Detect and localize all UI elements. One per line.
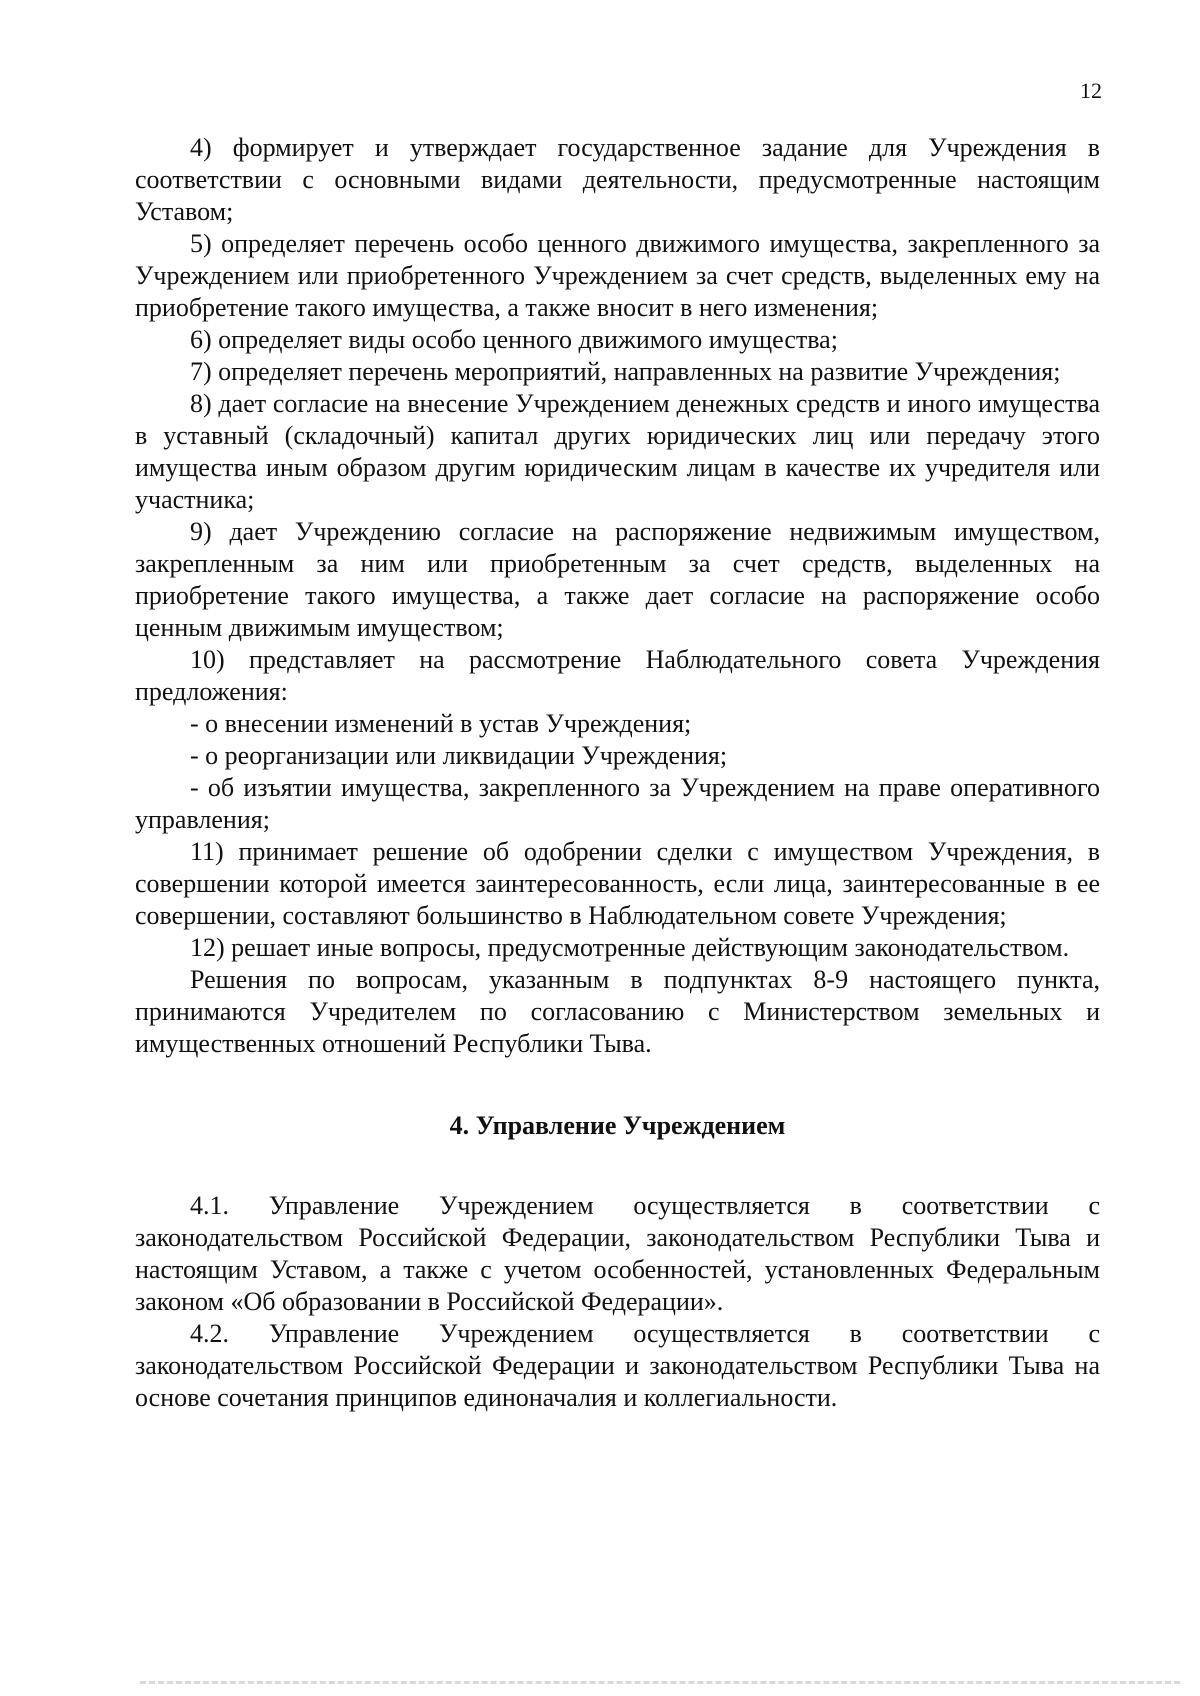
list-item: - о внесении изменений в устав Учреждения; <box>190 709 692 738</box>
list-item: 11) принимает решение об одобрении сделки с имуществом Учреждения, в совершении которой имеется заинтересованность, если лица, заинтересованные в ее совершении, составляют большинство в Наблюдательном совете Учреждения; <box>135 837 1100 930</box>
list-item: 4.1. Управление Учреждением осуществляется в соответствии с законодательством Российской Федерации, законодательством Республики Тыва и настоящим Уставом, а также с учетом особенностей, установленных Федеральным законом «Об образовании в Российской Федерации». <box>135 1191 1100 1316</box>
list-item: - о реорганизации или ликвидации Учреждения; <box>190 741 728 770</box>
list-item: 12) решает иные вопросы, предусмотренные действующим законодательством. <box>190 933 1070 962</box>
list-item: 10) представляет на рассмотрение Наблюдательного совета Учреждения предложения: <box>135 645 1100 706</box>
list-item: 7) определяет перечень мероприятий, направленных на развитие Учреждения; <box>190 357 1061 386</box>
page-number: 12 <box>1080 78 1102 103</box>
list-item: 8) дает согласие на внесение Учреждением денежных средств и иного имущества в уставный (складочный) капитал других юридических лиц или передачу этого имущества иным образом другим юридическим лицам в качестве их учредителя или участника; <box>135 389 1100 514</box>
scan-artifact <box>140 1681 1180 1690</box>
document-body <box>135 132 1100 1414</box>
list-item: 9) дает Учреждению согласие на распоряжение недвижимым имуществом, закрепленным за ним или приобретенным за счет средств, выделенных на приобретение такого имущества, а также дает согласие на распоряжение особо ценным движимым имуществом; <box>135 517 1100 642</box>
list-item: 4) формирует и утверждает государственное задание для Учреждения в соответствии с основными видами деятельности, предусмотренные настоящим Уставом; <box>135 133 1100 226</box>
list-item: 5) определяет перечень особо ценного движимого имущества, закрепленного за Учреждением или приобретенного Учреждением за счет средств, выделенных ему на приобретение такого имущества, а также вносит в него изменения; <box>135 229 1100 322</box>
list-item: - об изъятии имущества, закрепленного за Учреждением на праве оперативного управления; <box>135 773 1100 834</box>
list-item: 4.2. Управление Учреждением осуществляется в соответствии с законодательством Российской Федерации и законодательством Республики Тыва на основе сочетания принципов единоначалия и коллегиальности. <box>135 1319 1100 1412</box>
closing-paragraph: Решения по вопросам, указанным в подпунктах 8-9 настоящего пункта, принимаются Учредителем по согласованию с Министерством земельных и имущественных отношений Республики Тыва. <box>135 965 1100 1058</box>
section-heading: 4. Управление Учреждением <box>449 1111 786 1140</box>
list-item: 6) определяет виды особо ценного движимого имущества; <box>190 325 838 354</box>
